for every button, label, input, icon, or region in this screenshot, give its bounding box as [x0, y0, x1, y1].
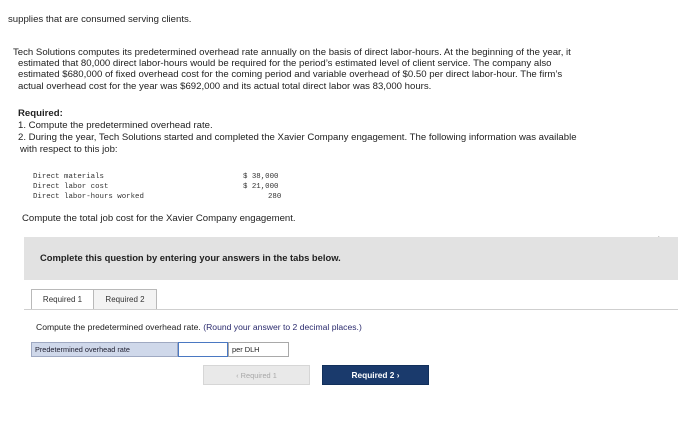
problem-paragraph-line1: Tech Solutions computes its predetermined overhead rate annually on the basis of direct labor-hours. At the beginning of the year, it — [13, 47, 571, 58]
job-row-value: $ 21,000 — [243, 183, 279, 191]
job-row-value: 280 — [268, 193, 282, 201]
job-row-label: Direct labor cost — [33, 183, 109, 191]
previous-required-button-label: ‹ Required 1 — [236, 370, 277, 380]
panel-instruction-text: Compute the predetermined overhead rate. — [36, 322, 201, 332]
required-heading: Required: — [18, 108, 63, 119]
panel-instruction-hint: (Round your answer to 2 decimal places.) — [203, 322, 362, 332]
previous-required-button[interactable] — [203, 365, 310, 385]
predetermined-overhead-rate-label: Predetermined overhead rate — [31, 342, 178, 357]
instructions-banner-text: Complete this question by entering your answers in the tabs below. — [40, 252, 341, 263]
problem-text-line0: supplies that are consumed serving clients. — [8, 14, 192, 25]
compute-total-text: Compute the total job cost for the Xavier Company engagement. — [22, 213, 296, 224]
problem-paragraph-line2: estimated that 80,000 direct labor-hours would be required for the period’s estimated level of client service. The company also — [18, 58, 552, 69]
predetermined-overhead-rate-input[interactable] — [178, 342, 228, 357]
next-required-button[interactable] — [322, 365, 429, 385]
job-row-label: Direct materials — [33, 173, 104, 181]
required-1-text: 1. Compute the predetermined overhead rate. — [18, 120, 213, 131]
required-2-text-line1: 2. During the year, Tech Solutions started and completed the Xavier Company engagement. The following information was available — [18, 132, 577, 143]
tab-required-2[interactable] — [94, 289, 157, 310]
job-row-value: $ 38,000 — [243, 173, 279, 181]
job-row-label: Direct labor-hours worked — [33, 193, 144, 201]
tab-required-1[interactable] — [31, 289, 94, 310]
problem-paragraph-line3: estimated $680,000 of fixed overhead cost for the coming period and variable overhead of $0.50 per direct labor-hour. The firm’s — [18, 69, 563, 80]
tab-required-2-label: Required 2 — [105, 295, 145, 304]
next-required-button-label: Required 2 › — [351, 370, 400, 380]
tab-required-1-label: Required 1 — [42, 295, 83, 304]
required-2-text-line2: with respect to this job: — [20, 144, 118, 155]
problem-paragraph-line4: actual overhead cost for the year was $692,000 and its actual total direct labor was 83,000 hours. — [18, 81, 432, 92]
panel-instruction — [36, 322, 362, 332]
rate-unit-label: per DLH — [228, 342, 289, 357]
